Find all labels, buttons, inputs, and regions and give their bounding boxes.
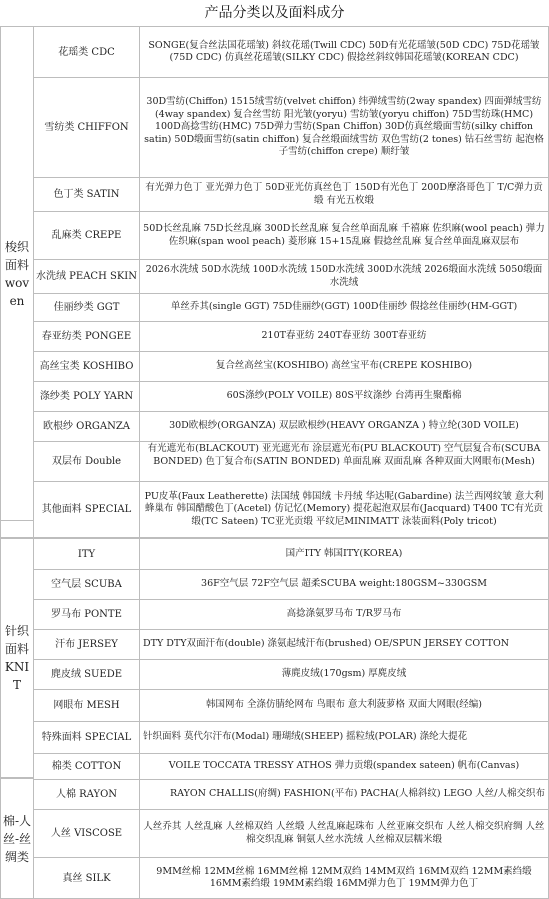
group-woven: 梭织面料woven	[0, 26, 34, 521]
row-label: 涤纱类 POLY YARN	[34, 382, 140, 412]
row-content: 210T春亚纺 240T春亚纺 300T春亚纺	[140, 322, 549, 352]
row-label: 网眼布 MESH	[34, 690, 140, 722]
row-label: 乱麻类 CREPE	[34, 212, 140, 260]
row-label: 真丝 SILK	[34, 858, 140, 899]
row-content: 单丝乔其(single GGT) 75D佳丽纱(GGT) 100D佳丽纱 假捻丝佳丽纱(HM-GGT)	[140, 294, 549, 322]
row-content: 2026水洗绒 50D水洗绒 100D水洗绒 150D水洗绒 300D水洗绒 2026缎面水洗绒 5050缎面水洗绒	[140, 260, 549, 294]
row-content: 有光弹力色丁 亚光弹力色丁 50D亚光仿真丝色丁 150D有光色丁 200D摩洛哥色丁 T/C弹力贡缎 有光五枚缎	[140, 178, 549, 212]
group-gap	[0, 521, 34, 538]
row-label: ITY	[34, 538, 140, 570]
row-content: RAYON CHALLIS(府绸) FASHION(平布) PACHA(人棉斜纹) LEGO 人丝/人棉交织布	[140, 780, 549, 810]
row-content: 人丝乔其 人丝乱麻 人丝棉双绉 人丝缎 人丝乱麻起珠布 人丝亚麻交织布 人丝人棉交织府绸 人丝棉交织乱麻 铜氨人丝水洗绒 人丝棉双层糯米缎	[140, 810, 549, 858]
row-label: 高丝宝类 KOSHIBO	[34, 352, 140, 382]
row-content: 高捻涤氨罗马布 T/R罗马布	[140, 600, 549, 630]
row-content: 60S涤纱(POLY VOILE) 80S平纹涤纱 台湾再生聚酯棉	[140, 382, 549, 412]
row-content: SONGE(复合丝法国花瑶皱) 斜纹花瑶(Twill CDC) 50D有光花瑶皱(50D CDC) 75D花瑶皱(75D CDC) 仿真丝花瑶皱(SILKY CDC) 假捻丝斜纹韩国花瑶皱(KOREAN CDC)	[140, 26, 549, 78]
row-content: 36F空气层 72F空气层 超柔SCUBA weight:180GSM~330GSM	[140, 570, 549, 600]
row-label: 双层布 Double	[34, 442, 140, 482]
row-label: 春亚纺类 PONGEE	[34, 322, 140, 352]
row-content: 国产ITY 韩国ITY(KOREA)	[140, 538, 549, 570]
row-content: 9MM丝棉 12MM丝棉 16MM丝棉 12MM双绉 14MM双绉 16MM双绉 12MM素绉缎 16MM素绉缎 19MM素绉缎 16MM弹力色丁 19MM弹力色丁	[140, 858, 549, 899]
row-content: VOILE TOCCATA TRESSY ATHOS 弹力贡缎(spandex sateen) 帆布(Canvas)	[140, 754, 549, 780]
fabric-table	[0, 26, 549, 899]
row-label: 色丁类 SATIN	[34, 178, 140, 212]
row-label: 雪纺类 CHIFFON	[34, 78, 140, 178]
row-label: 花瑶类 CDC	[34, 26, 140, 78]
row-label: 罗马布 PONTE	[34, 600, 140, 630]
row-label: 棉类 COTTON	[34, 754, 140, 780]
row-label: 欧根纱 ORGANZA	[34, 412, 140, 442]
row-label: 水洗绒 PEACH SKIN	[34, 260, 140, 294]
row-content: DTY DTY双面汗布(double) 涤氨起绒汗布(brushed) OE/SPUN JERSEY COTTON	[140, 630, 549, 660]
row-label: 汗布 JERSEY	[34, 630, 140, 660]
row-label: 其他面料 SPECIAL	[34, 482, 140, 538]
row-content: PU皮革(Faux Leatherette) 法国绒 韩国绒 卡丹绒 华达呢(Gabardine) 法兰西网纹皱 意大利蜂巢布 韩国醋酸色丁(Acetel) 仿记忆(Memory) 提花起泡双层布(Jacquard) T400 TC有光贡缎(TC Sateen) TC亚光贡缎 平纹尼MINIMATT 泳装面料(Poly tricot)	[140, 482, 549, 538]
row-label: 人丝 VISCOSE	[34, 810, 140, 858]
row-content: 30D雪纺(Chiffon) 1515绒雪纺(velvet chiffon) 纬弹绒雪纺(2way spandex) 四面弹绒雪纺(4way spandex) 复合丝雪纺 阳光皱(yoryu) 雪纺皱(yoryu chiffon) 75D雪纺珠(HMC) 100D高捻雪纺(HMC) 75D弹力雪纺(Span Chiffon) 30D仿真丝缎面雪纺(silky chiffon satin) 50D缎面雪纺(satin chiffon) 复合丝缎面绒雪纺 双色雪纺(2 tones) 钻石丝雪纺 起泡格子雪纺(chiffon crepe) 顺纡皱	[140, 78, 549, 178]
row-label: 麂皮绒 SUEDE	[34, 660, 140, 690]
group-knit: 针织面料KNIT	[0, 538, 34, 778]
row-content: 韩国网布 全涤仿腈纶网布 鸟眼布 意大利菠萝格 双面大网眼(经编)	[140, 690, 549, 722]
group-cotton-rayon-silk: 棉-人丝-丝绸类	[0, 778, 34, 899]
row-content: 50D长丝乱麻 75D长丝乱麻 300D长丝乱麻 复合丝单面乱麻 千禧麻 佐织麻(wool peach) 弹力佐织麻(span wool peach) 菱形麻 15+15乱麻 假捻丝乱麻 复合丝单面乱麻双层布	[140, 212, 549, 260]
row-content: 针织面料 莫代尔汗布(Modal) 珊瑚绒(SHEEP) 摇粒绒(POLAR) 涤纶大提花	[140, 722, 549, 754]
row-content: 复合丝高丝宝(KOSHIBO) 高丝宝平布(CREPE KOSHIBO)	[140, 352, 549, 382]
row-content: 30D欧根纱(ORGANZA) 双层欧根纱(HEAVY ORGANZA ) 特立纶(30D VOILE)	[140, 412, 549, 442]
page-title: 产品分类以及面料成分	[204, 5, 345, 21]
row-label: 佳丽纱类 GGT	[34, 294, 140, 322]
row-label: 特殊面料 SPECIAL	[34, 722, 140, 754]
row-content: 薄麂皮绒(170gsm) 厚麂皮绒	[140, 660, 549, 690]
row-label: 人棉 RAYON	[34, 780, 140, 810]
row-content: 有光遮光布(BLACKOUT) 亚光遮光布 涂层遮光布(PU BLACKOUT) 空气层复合布(SCUBA BONDED) 色丁复合布(SATIN BONDED) 单面乱麻 双面乱麻 各种双面大网眼布(Mesh)	[140, 442, 549, 482]
row-label: 空气层 SCUBA	[34, 570, 140, 600]
